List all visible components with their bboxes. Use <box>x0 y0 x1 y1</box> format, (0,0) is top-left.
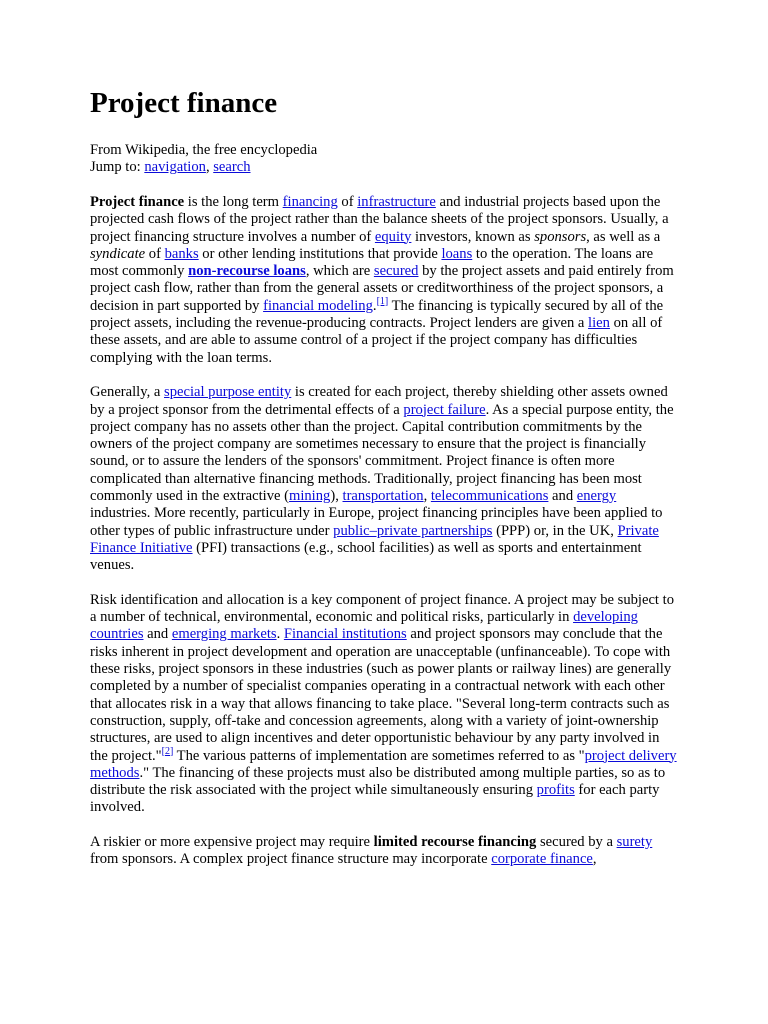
wiki-link[interactable]: special purpose entity <box>164 384 292 401</box>
text-run: (PFI) transactions (e.g., school facilities) as well as sports and entertainment venues. <box>90 539 642 574</box>
text-run: The financing is typically secured by all of the project assets, including the revenue-producing contracts. Project lenders are given a <box>90 297 664 332</box>
wiki-link[interactable]: loans <box>441 245 473 262</box>
wiki-link[interactable]: Private Finance Initiative <box>90 522 659 556</box>
text-run: , which are <box>305 263 374 280</box>
paragraph-3 <box>90 592 680 817</box>
text-run: The various patterns of implementation are sometimes referred to as " <box>173 747 585 764</box>
citation-link[interactable]: [2] <box>161 745 174 757</box>
text-run: industries. More recently, particularly in Europe, project financing principles have been applied to other types of public infrastructure under <box>90 505 663 539</box>
text-run: and project sponsors may conclude that the risks inherent in project development and operation are unacceptable (unfinanceable). To cope with these risks, project sponsors in these industries (such as power plants or railway lines) are generally completed by a number of specialist companies operating in a contractual network with each other that allocates risk in a way that allows financing to take place. "Several long-term contracts such as construction, supply, off-take and concession agreements, along with a variety of joint-ownership structures, are used to align incentives and deter opportunistic behaviour by any party involved in the project." <box>90 626 672 764</box>
article-meta <box>90 142 317 177</box>
wiki-link[interactable]: surety <box>616 833 653 850</box>
text-run: ." The financing of these projects must also be distributed among multiple parties, so as to distribute the risk associated with the project while simultaneously ensuring <box>90 764 666 799</box>
wiki-link[interactable]: financing <box>282 194 338 210</box>
wiki-link[interactable]: equity <box>374 228 412 245</box>
text-run: (PPP) or, in the UK, <box>492 522 618 539</box>
text-run: for each party involved. <box>90 782 660 816</box>
wiki-link[interactable]: transportation <box>342 488 424 505</box>
navigation-link[interactable]: navigation <box>144 159 206 176</box>
text-run: ), <box>330 488 343 505</box>
text-run: , as well as a <box>586 228 661 245</box>
page-title: Project finance <box>90 87 278 119</box>
italic-text: sponsors <box>534 228 587 245</box>
wiki-link[interactable]: Financial institutions <box>283 626 407 643</box>
wiki-link[interactable]: secured <box>373 263 419 280</box>
text-run: is the long term <box>184 194 283 210</box>
wiki-link[interactable]: infrastructure <box>357 194 436 210</box>
wiki-link[interactable]: project failure <box>403 401 486 418</box>
wiki-link[interactable]: profits <box>536 782 575 799</box>
superscript <box>162 746 174 757</box>
text-run: and <box>143 626 172 643</box>
text-run: . <box>372 297 377 314</box>
text-run: , <box>423 488 431 505</box>
wiki-link[interactable]: telecommunications <box>430 488 549 505</box>
text-run: , <box>592 851 597 868</box>
text-run: . As a special purpose entity, the project company has no assets other than the project. Capital contribution commitments by the owners of the project company are sometimes necessary to ensure that the project is financially sound, or to assure the lenders of the sponsors' commitment. Project finance is often more complicated than alternative financing methods. Traditionally, project financing has been most commonly used in the extractive ( <box>90 401 674 505</box>
article-body <box>90 194 680 886</box>
jump-label: Jump to: <box>90 159 145 176</box>
text-run: from sponsors. A complex project finance structure may incorporate <box>90 851 492 868</box>
paragraph-1 <box>90 194 680 367</box>
text-run: A riskier or more expensive project may require <box>90 833 374 850</box>
superscript <box>377 296 389 307</box>
wiki-link[interactable]: public–private partnerships <box>333 522 493 539</box>
wiki-link[interactable]: banks <box>164 245 199 262</box>
wiki-link[interactable]: non-recourse loans <box>188 263 306 280</box>
text-run: of <box>337 194 358 210</box>
paragraph-4 <box>90 834 680 869</box>
text-run: by the project assets and paid entirely from project cash flow, rather than from the general assets or creditworthiness of the project sponsors, a decision in part supported by <box>90 263 674 314</box>
search-link[interactable]: search <box>213 159 251 176</box>
wiki-link[interactable]: project delivery methods <box>90 747 677 781</box>
jump-separator: , <box>205 159 214 176</box>
wiki-link[interactable]: financial modeling <box>263 297 373 314</box>
text-run: investors, known as <box>411 228 535 245</box>
text-run: . <box>276 626 284 643</box>
text-run: and <box>548 488 577 505</box>
tagline: From Wikipedia, the free encyclopedia <box>90 142 318 158</box>
bold-text: Project finance <box>90 194 185 210</box>
bold-text: limited recourse financing <box>373 833 537 850</box>
text-run: is created for each project, thereby shielding other assets owned by a project sponsor from the detrimental effects of a <box>90 384 668 418</box>
italic-text: syndicate <box>90 245 146 262</box>
wiki-link[interactable]: energy <box>576 488 617 505</box>
text-run: and industrial projects based upon the projected cash flows of the project rather than the balance sheets of the project sponsors. Usually, a project financing structure involves a number of <box>90 194 669 245</box>
wiki-link[interactable]: corporate finance <box>491 851 593 868</box>
text-run: Generally, a <box>90 384 165 401</box>
text-run: on all of these assets, and are able to assume control of a project if the project company has difficulties complying with the loan terms. <box>90 315 663 366</box>
wiki-link[interactable]: lien <box>588 315 610 332</box>
wiki-link[interactable]: developing countries <box>90 609 638 643</box>
wiki-link[interactable]: mining <box>288 488 331 505</box>
text-run: or other lending institutions that provide <box>198 245 442 262</box>
text-run: to the operation. The loans are most commonly <box>90 245 654 280</box>
wiki-link[interactable]: emerging markets <box>171 626 277 643</box>
text-run: Risk identification and allocation is a key component of project finance. A project may be subject to a number of technical, environmental, economic and political risks, particularly in <box>90 591 674 626</box>
paragraph-2 <box>90 384 680 574</box>
citation-link[interactable]: [1] <box>376 295 389 307</box>
text-run: of <box>145 245 165 262</box>
jump-links <box>90 159 317 176</box>
text-run: secured by a <box>536 833 617 850</box>
